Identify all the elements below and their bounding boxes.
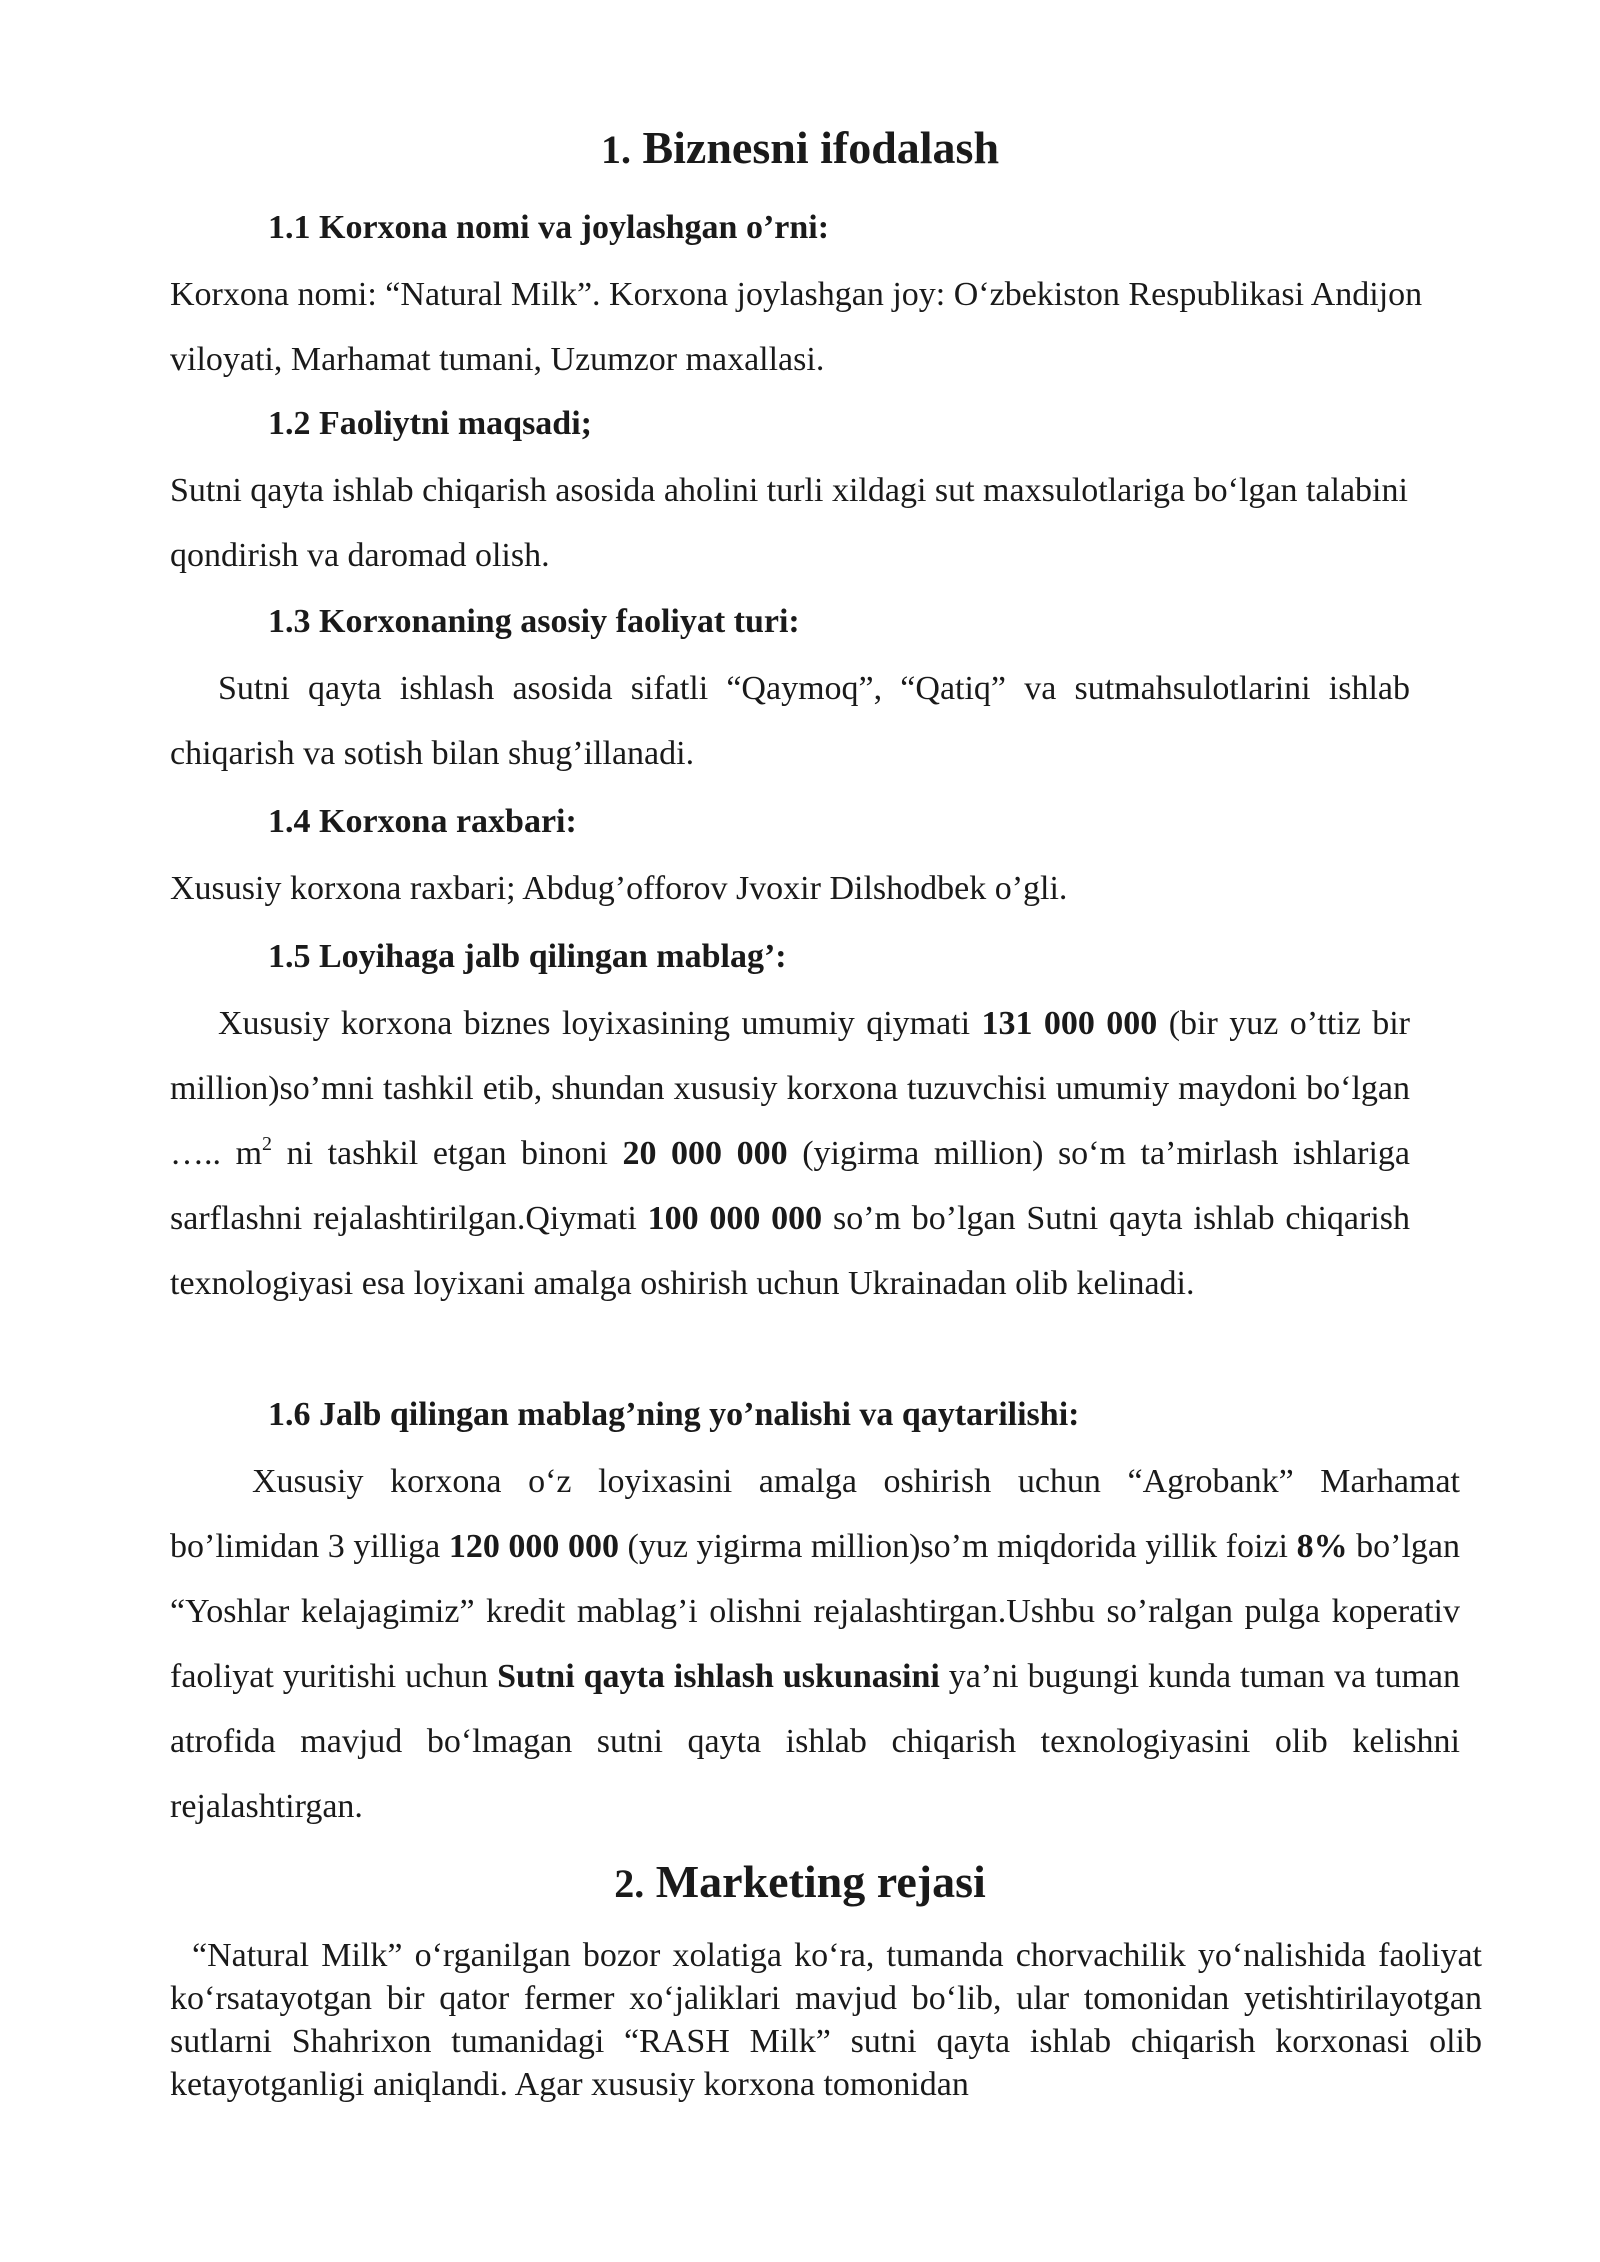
section-2-text: “Natural Milk” o‘rganilgan bozor xolatiga ko‘ra, tumanda chorvachilik yo‘nalishida faoliyat ko‘rsatayotgan bir qator fermer xo‘jaliklari mavjud bo‘lib, ular tomonidan yetishtirilayotgan sutlarni Shahrixon tumanidagi “RASH Milk” sutni qayta ishlab chiqarish korxonasi olib ketayotganligi aniqlandi. Agar xususiy korxona tomonidan [170,1937,1482,2103]
subsection-1-6-heading: 1.6 Jalb qilingan mablag’ning yo’nalishi va qaytarilishi: [268,1396,1080,1433]
text-run: Xususiy korxona o‘z loyixasini amalga oshirish uchun “Agrobank” Marhamat bo’limidan 3 yilliga [170,1463,1460,1565]
subsection-1-3-heading: 1.3 Korxonaning asosiy faoliyat turi: [268,603,800,640]
subsection-1-5-heading: 1.5 Loyihaga jalb qilingan mablag’: [268,938,787,975]
text-run: ya’ni bugungi kunda tuman va tuman atrofida mavjud bo‘lmagan sutni qayta ishlab chiqarish texnologiyasini olib kelishni rejalashtirgan. [170,1658,1460,1825]
subsection-1-1-heading: 1.1 Korxona nomi va joylashgan o’rni: [268,209,830,246]
text-run: so’m bo’lgan Sutni qayta ishlab chiqarish texnologiyasi esa loyixani amalga oshirish uchun Ukrainadan olib kelinadi. [170,1200,1411,1302]
equipment-emphasis: Sutni qayta ishlash uskunasini [497,1658,940,1695]
subsection-1-4-text: Xususiy korxona raxbari; Abdug’offorov Jvoxir Dilshodbek o’gli. [170,870,1068,907]
subsection-1-3-text: Sutni qayta ishlash asosida sifatli “Qaymoq”, “Qatiq” va sutmahsulotlarini ishlab chiqarish va sotish bilan shug’illanadi. [170,670,1410,772]
subsection-1-1-text: Korxona nomi: “Natural Milk”. Korxona joylashgan joy: O‘zbekiston Respublikasi Andijon viloyati, Marhamat tumani, Uzumzor maxallasi. [170,276,1423,378]
interest-rate-value: 8% [1296,1528,1348,1565]
text-run: bo’lgan “Yoshlar kelajagimiz” kredit mablag’i olishni rejalashtirgan.Ushbu so’ralgan pulga koperativ faoliyat yuritishi uchun [170,1528,1461,1695]
text-run: (yigirma million) so‘m ta’mirlash ishlariga sarflashni rejalashtirilgan.Qiymati [170,1135,1411,1237]
section-2-title [0,1852,1600,1914]
text-run: (bir yuz o’ttiz bir million)so’mni tashkil etib, shundan xususiy korxona tuzuvchisi umumiy maydoni bo‘lgan ….. m [170,1005,1410,1172]
text-run: Xususiy korxona biznes loyixasining umumiy qiymati [218,1005,982,1042]
text-run: (yuz yigirma million)so’m miqdorida yillik foizi [618,1528,1297,1565]
technology-cost-value: 100 000 000 [647,1200,823,1237]
text-run: ni tashkil etgan binoni [272,1135,623,1172]
subsection-1-4-heading: 1.4 Korxona raxbari: [268,803,577,840]
area-unit-exponent: 2 [262,1133,273,1155]
subsection-1-2-text: Sutni qayta ishlab chiqarish asosida aholini turli xildagi sut maxsulotlariga bo‘lgan talabini qondirish va daromad olish. [170,472,1408,574]
credit-amount-value: 120 000 000 [448,1528,619,1565]
subsection-1-2-heading: 1.2 Faoliytni maqsadi; [268,405,592,442]
section-1-title-text: Biznesni ifodalash [642,122,1000,173]
subsection-1-5-text [170,991,1410,1316]
section-2-title-text: Marketing rejasi [655,1856,986,1907]
section-2-number: 2. [614,1861,645,1906]
subsection-1-6-text [170,1449,1460,1839]
project-total-value: 131 000 000 [981,1005,1158,1042]
section-1-number: 1. [600,127,631,172]
repair-cost-value: 20 000 000 [622,1135,788,1172]
section-1-title [0,118,1600,180]
